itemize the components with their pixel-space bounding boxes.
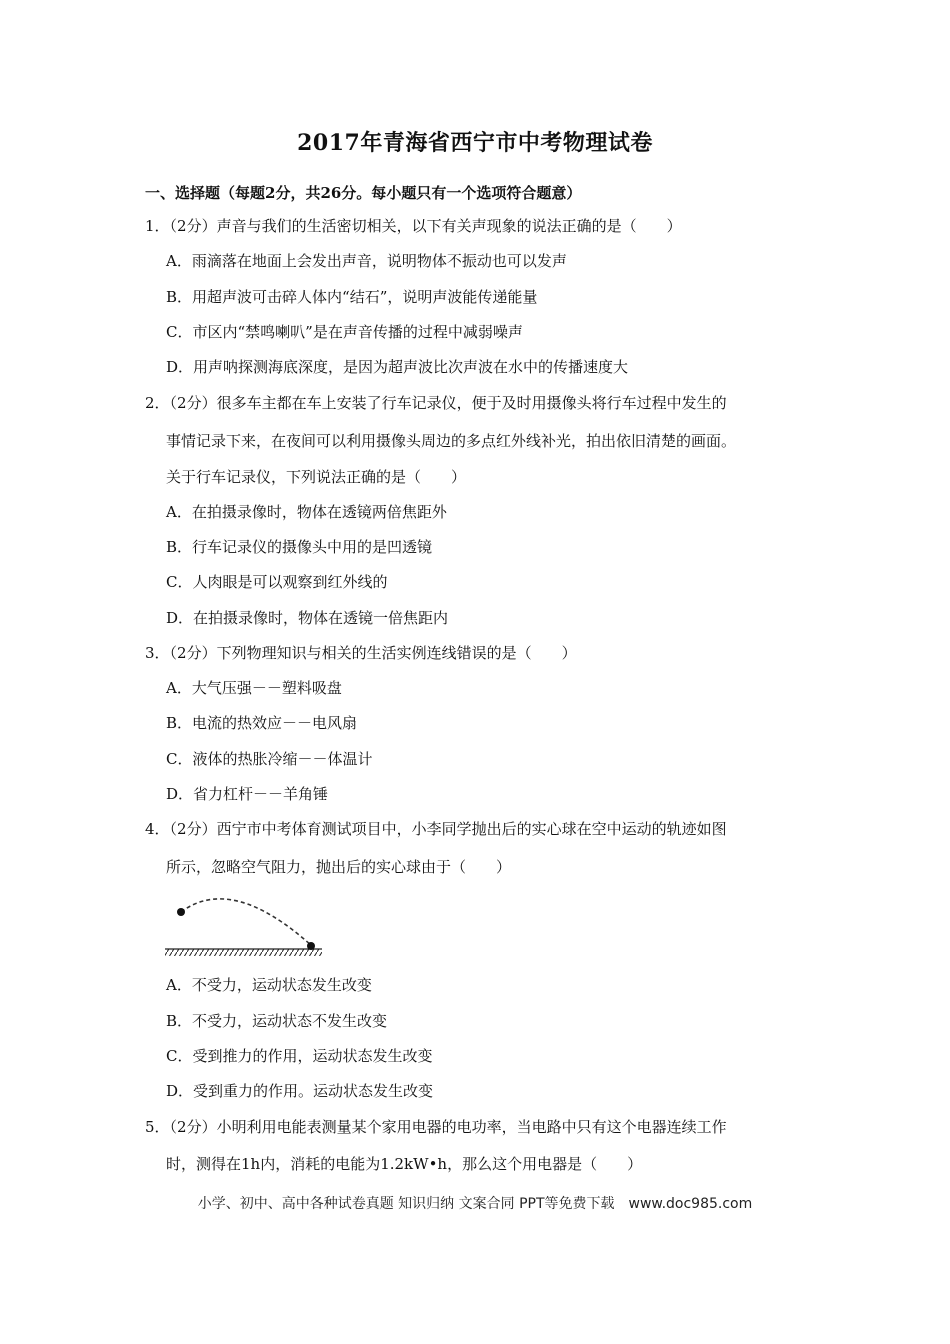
question-4-text: 4．（2分）西宁市中考体育测试项目中，小李同学抛出后的实心球在空中运动的轨迹如图	[145, 820, 727, 838]
question-3-option-c: C．液体的热胀冷缩－－体温计	[166, 750, 373, 768]
question-2-text-cont: 关于行车记录仪，下列说法正确的是（ ）	[166, 468, 467, 486]
question-4-option-b: B．不受力，运动状态不发生改变	[166, 1012, 388, 1030]
section-heading: 一、选择题（每题2分，共26分。每小题只有一个选项符合题意）	[145, 184, 582, 202]
question-4-option-c: C．受到推力的作用，运动状态发生改变	[166, 1047, 433, 1065]
question-5-text: 5．（2分）小明利用电能表测量某个家用电器的电功率，当电路中只有这个电器连续工作	[145, 1118, 727, 1136]
question-2-option-d: D．在拍摄录像时，物体在透镜一倍焦距内	[166, 609, 449, 627]
question-1-option-a: A．雨滴落在地面上会发出声音，说明物体不振动也可以发声	[166, 252, 567, 270]
question-4-option-a: A．不受力，运动状态发生改变	[166, 976, 372, 994]
question-3-option-d: D．省力杠杆－－羊角锤	[166, 785, 329, 803]
question-4-option-d: D．受到重力的作用。运动状态发生改变	[166, 1082, 434, 1100]
question-1-option-b: B．用超声波可击碎人体内“结石”，说明声波能传递能量	[166, 288, 538, 306]
ground-hatch	[165, 949, 322, 956]
question-2-text-cont: 事情记录下来，在夜间可以利用摄像头周边的多点红外线补光，拍出依旧清楚的画面。	[166, 432, 737, 450]
question-2-option-a: A．在拍摄录像时，物体在透镜两倍焦距外	[166, 503, 447, 521]
question-1-option-c: C．市区内“禁鸣喇叭”是在声音传播的过程中减弱噪声	[166, 323, 523, 341]
question-4-text-cont: 所示，忽略空气阻力，抛出后的实心球由于（ ）	[166, 858, 512, 876]
question-2-option-b: B．行车记录仪的摄像头中用的是凹透镜	[166, 538, 433, 556]
question-2-option-c: C．人肉眼是可以观察到红外线的	[166, 573, 388, 591]
ball-end	[307, 942, 315, 950]
ball-trajectory-figure	[162, 896, 324, 958]
ball-start	[177, 908, 185, 916]
page-title: 2017年青海省西宁市中考物理试卷	[297, 130, 653, 156]
question-3-text: 3．（2分）下列物理知识与相关的生活实例连线错误的是（ ）	[145, 644, 577, 662]
footer-banner: 小学、初中、高中各种试卷真题 知识归纳 文案合同 PPT等免费下载 www.doc985.com	[197, 1196, 753, 1212]
question-3-option-a: A．大气压强－－塑料吸盘	[166, 679, 342, 697]
question-2-text: 2．（2分）很多车主都在车上安装了行车记录仪，便于及时用摄像头将行车过程中发生的	[145, 394, 727, 412]
question-3-option-b: B．电流的热效应－－电风扇	[166, 714, 358, 732]
trajectory-path	[181, 899, 312, 946]
question-1-text: 1．（2分）声音与我们的生活密切相关，以下有关声现象的说法正确的是（ ）	[145, 217, 682, 235]
question-1-option-d: D．用声呐探测海底深度，是因为超声波比次声波在水中的传播速度大	[166, 358, 629, 376]
question-5-text-cont: 时，测得在1h内，消耗的电能为1.2kW•h，那么这个用电器是（ ）	[166, 1155, 643, 1173]
